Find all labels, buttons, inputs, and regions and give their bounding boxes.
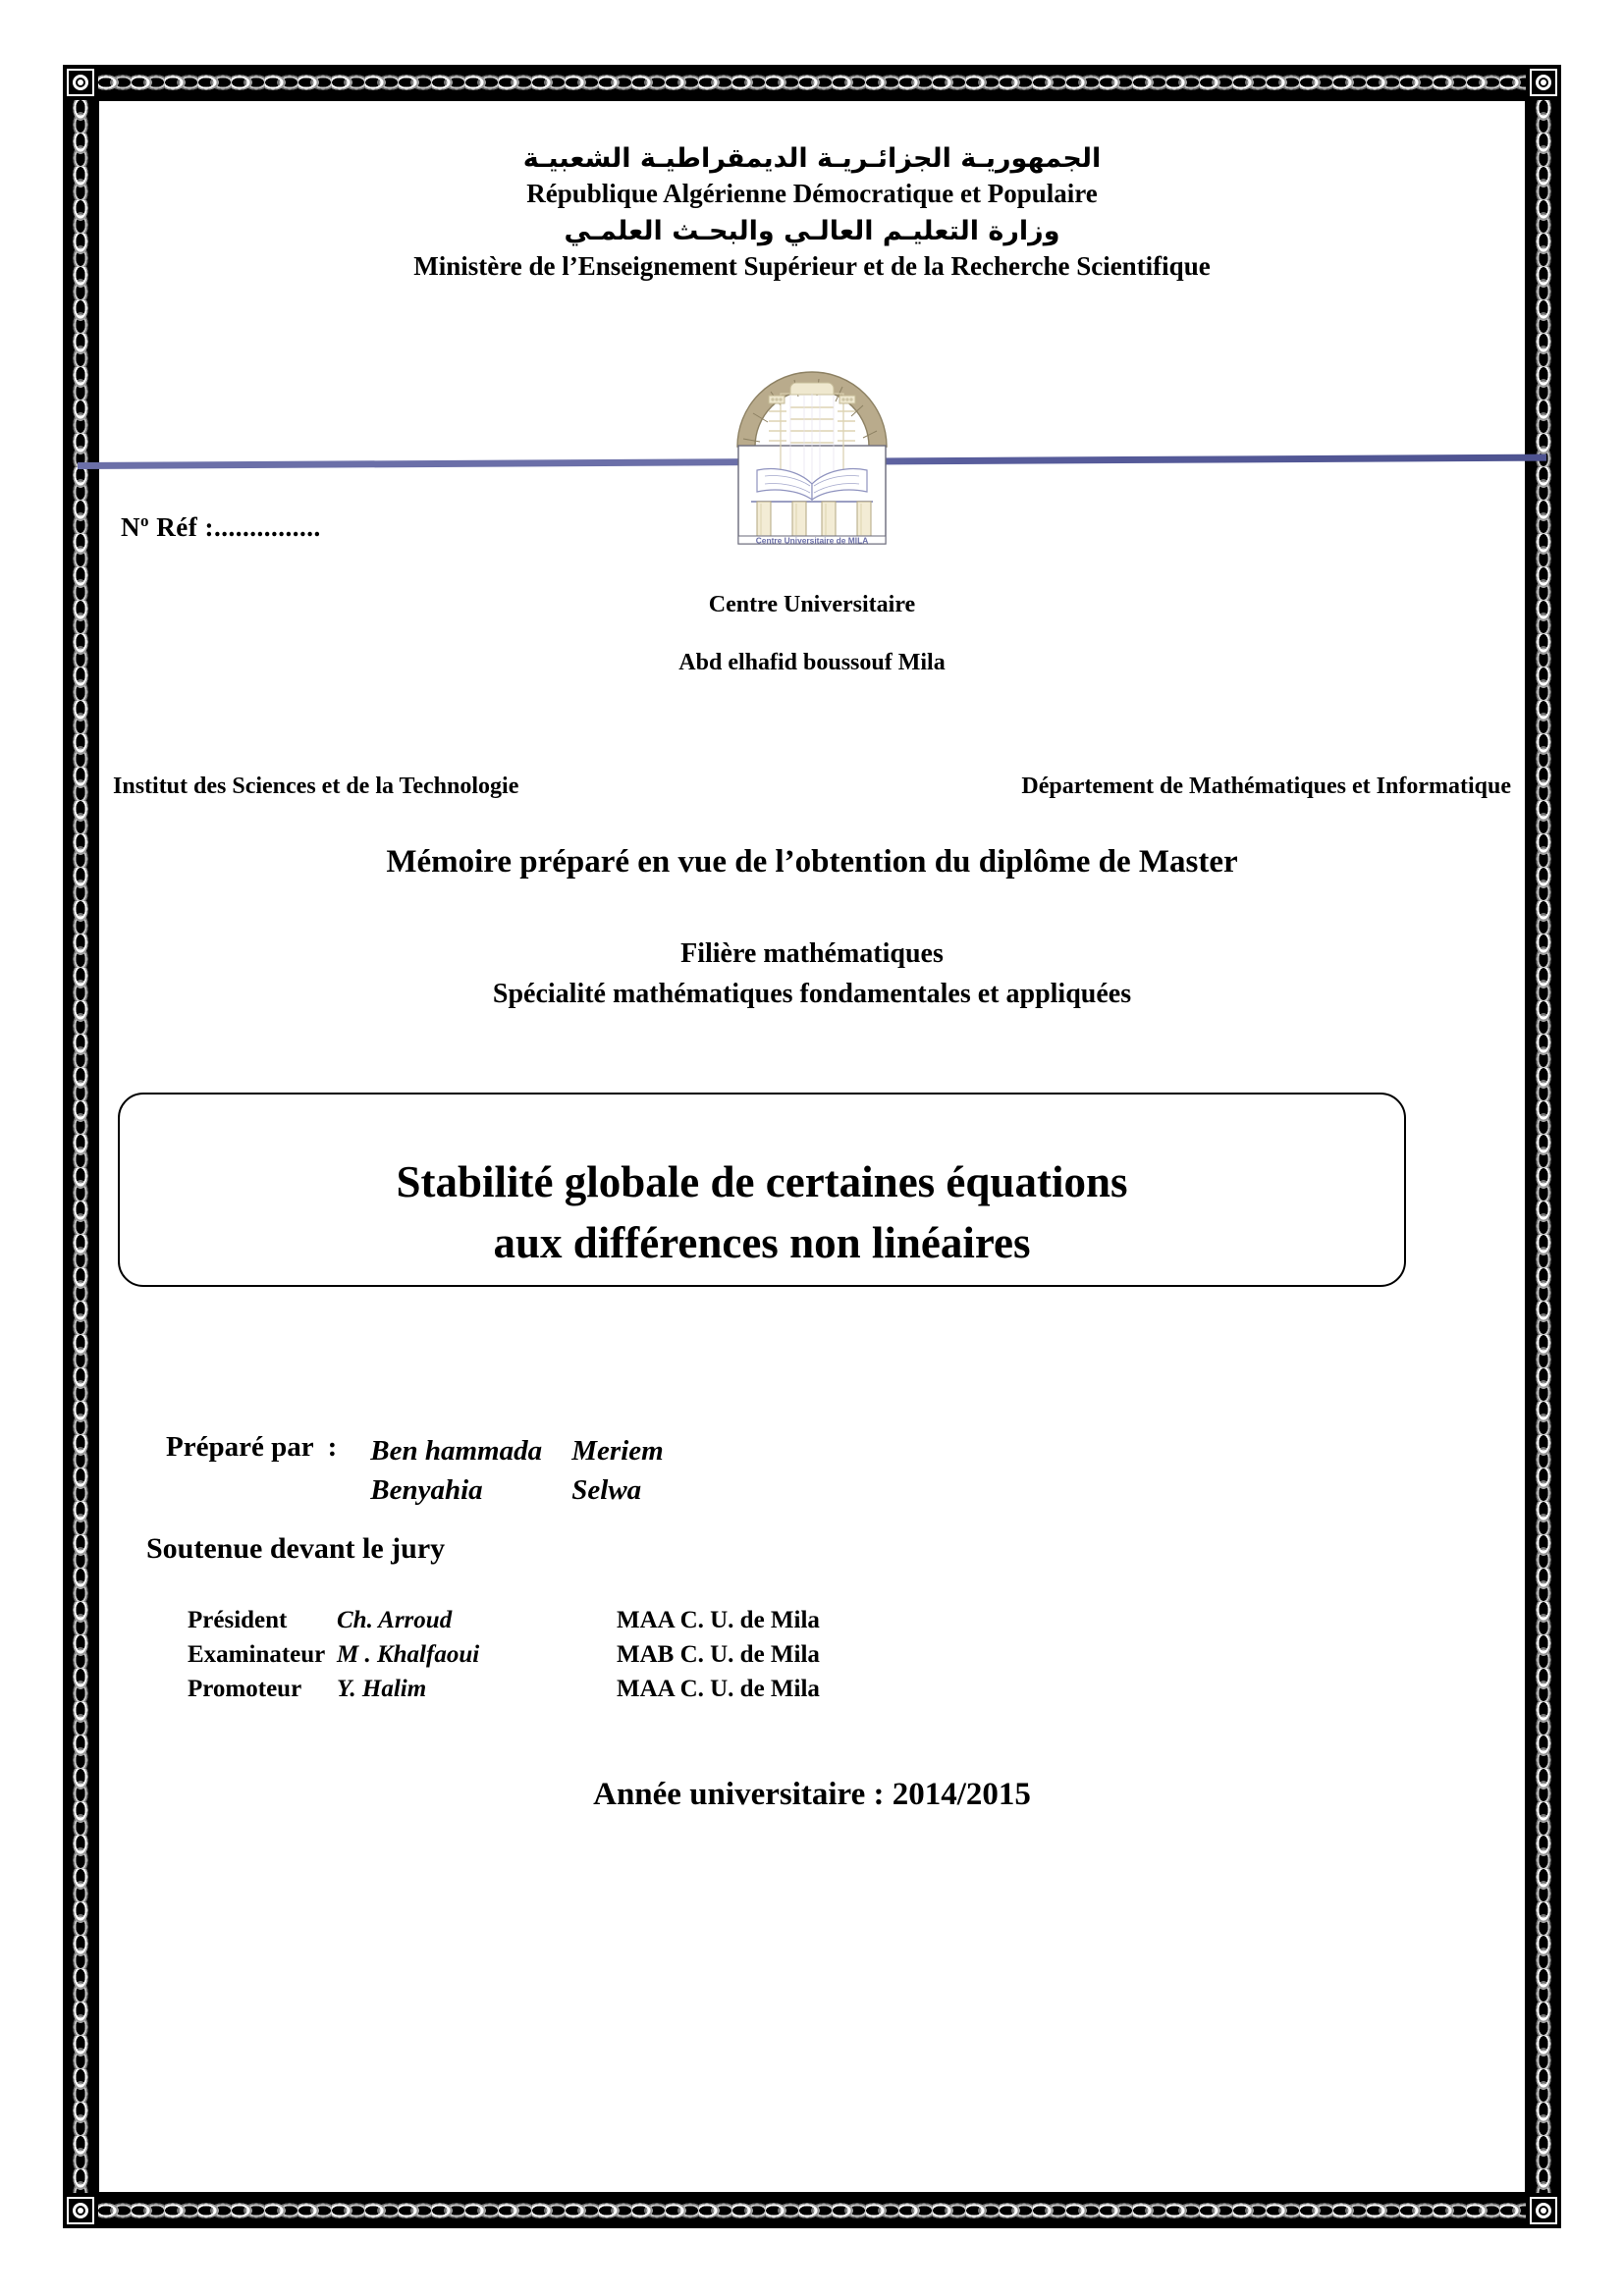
authors-label: Préparé par — [166, 1431, 314, 1463]
thesis-title-line2: aux différences non linéaires — [493, 1218, 1031, 1267]
republic-french: République Algérienne Démocratique et Populaire — [526, 179, 1098, 208]
logo-caption: Centre Universitaire de MILA — [755, 535, 869, 546]
thesis-title-line1: Stabilité globale de certaines équations — [396, 1157, 1128, 1206]
authors-names — [370, 1431, 663, 1510]
jury-grade: MAB C. U. de Mila — [617, 1641, 820, 1668]
institution-line1: Centre Universitaire — [708, 592, 916, 617]
jury-row — [188, 1672, 820, 1706]
braid-pattern-bottom-icon — [98, 2193, 1526, 2228]
department-row — [99, 774, 1525, 800]
reference-number — [121, 511, 321, 543]
reference-suffix: Réf :............... — [149, 512, 321, 542]
author-row — [370, 1470, 663, 1510]
jury-table — [188, 1603, 820, 1706]
department-name: Département de Mathématiques et Informatique — [1021, 774, 1511, 799]
corner-ring-icon-top-left — [63, 65, 98, 100]
degree-statement: Mémoire préparé en vue de l’obtention du diplôme de Master — [386, 844, 1238, 880]
degree-field-block — [99, 934, 1525, 1014]
institution-block — [99, 592, 1525, 676]
braid-pattern-top-icon — [98, 65, 1526, 100]
corner-ring-icon-top-right — [1526, 65, 1561, 100]
corner-ring-icon-bottom-left — [63, 2193, 98, 2228]
jury-role: Président — [188, 1607, 288, 1633]
degree-field: Filière mathématiques — [680, 938, 944, 969]
thesis-title — [397, 1106, 1128, 1273]
institute-name: Institut des Sciences et de la Technologie — [113, 774, 519, 799]
ministry-french: Ministère de l’Enseignement Supérieur et de la Recherche Scientifique — [413, 251, 1211, 281]
jury-row — [188, 1603, 820, 1637]
authors-colon: : — [327, 1431, 338, 1463]
jury-row — [188, 1637, 820, 1672]
university-logo-icon — [714, 337, 910, 553]
author-1-first: Meriem — [571, 1435, 664, 1467]
jury-name: Ch. Arroud — [337, 1607, 453, 1633]
authors-block — [166, 1431, 664, 1510]
jury-grade: MAA C. U. de Mila — [617, 1676, 820, 1702]
reference-prefix: N — [121, 512, 140, 542]
corner-ring-icon-bottom-right — [1526, 2193, 1561, 2228]
braid-pattern-left-icon — [63, 100, 98, 2193]
jury-role: Examinateur — [188, 1641, 326, 1668]
degree-specialty: Spécialité mathématiques fondamentales et appliquées — [492, 979, 1132, 1009]
author-2-last: Benyahia — [370, 1474, 483, 1506]
jury-name: M . Khalfaoui — [337, 1641, 480, 1668]
author-1-last: Ben hammada — [370, 1435, 543, 1467]
ministry-arabic: وزارة التعليـم العالـي والبحـث العلمـي — [564, 216, 1060, 246]
defense-heading: Soutenue devant le jury — [146, 1532, 446, 1565]
jury-name: Y. Halim — [337, 1676, 427, 1702]
author-2-first: Selwa — [571, 1474, 642, 1506]
cover-content — [99, 101, 1525, 2192]
institution-line2: Abd elhafid boussouf Mila — [678, 650, 946, 675]
academic-year: Année universitaire : 2014/2015 — [593, 1777, 1031, 1812]
university-logo — [714, 337, 910, 553]
jury-role: Promoteur — [188, 1676, 302, 1702]
reference-superscript: o — [140, 511, 149, 530]
republic-arabic: الجمهوريـة الجزائـريـة الديمقراطيـة الشعبيـة — [522, 143, 1102, 174]
thesis-title-box — [118, 1093, 1406, 1287]
braid-pattern-right-icon — [1526, 100, 1561, 2193]
jury-grade: MAA C. U. de Mila — [617, 1607, 820, 1633]
author-row — [370, 1431, 663, 1470]
